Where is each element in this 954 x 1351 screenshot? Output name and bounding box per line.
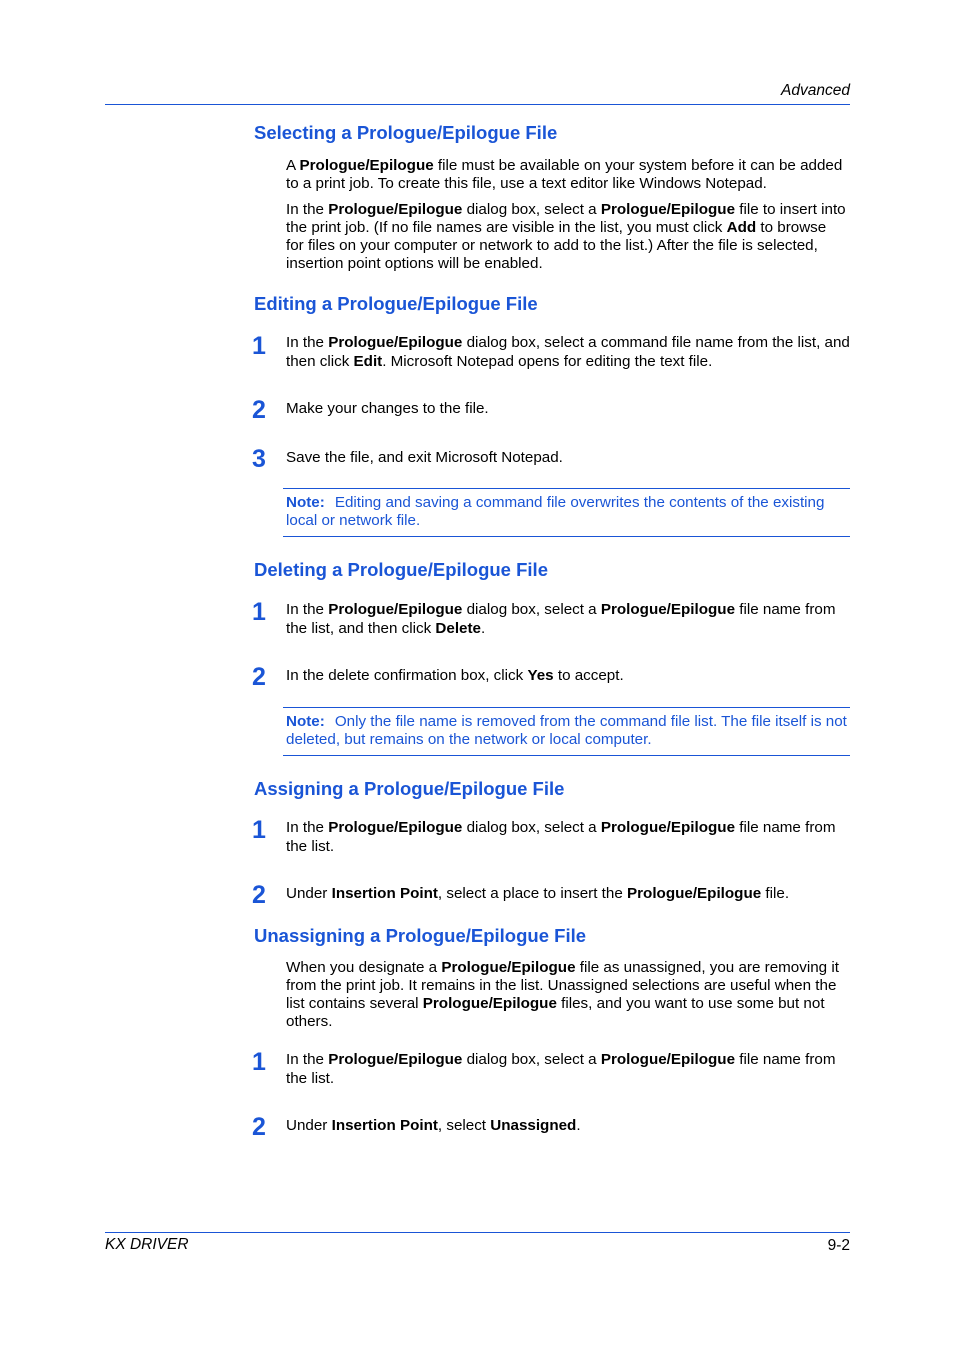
text-run: , select: [437, 1117, 491, 1134]
text-run: file name from the list.: [286, 1051, 836, 1087]
text-run: dialog box, select a: [462, 601, 601, 618]
heading-unassigning: Unassigning a Prologue/Epilogue File: [254, 925, 587, 946]
bold-term: Prologue/Epilogue: [441, 959, 576, 976]
bold-term: Prologue/Epilogue: [328, 1051, 463, 1068]
paragraph: [286, 959, 848, 1031]
page-number: 9-2: [827, 1237, 850, 1254]
note-box: [283, 488, 850, 537]
note-label: Note:: [286, 494, 325, 511]
bold-term: Prologue/Epilogue: [600, 1051, 736, 1068]
bold-term: Insertion Point: [331, 1117, 438, 1134]
bold-term: Unassigned: [490, 1117, 577, 1134]
bold-term: Prologue/Epilogue: [600, 201, 736, 218]
bold-term: Yes: [527, 667, 554, 684]
text-run: .: [481, 620, 486, 637]
step-text: [286, 600, 850, 638]
text-run: to accept.: [553, 667, 624, 684]
step-number: 3: [252, 445, 266, 473]
step-text: [286, 1050, 850, 1088]
bold-term: Prologue/Epilogue: [328, 819, 463, 836]
heading-editing: Editing a Prologue/Epilogue File: [254, 293, 538, 314]
step-number: 1: [252, 598, 266, 626]
text-run: In the: [286, 201, 329, 218]
bold-term: Prologue/Epilogue: [422, 995, 557, 1012]
text-run: file to insert into the print job. (If no file names are visible in the list, you must click: [286, 201, 846, 236]
header-rule: [105, 104, 850, 105]
step-number: 2: [252, 881, 266, 909]
text-run: to browse for files on your computer or network to add to the list.) After the file is selected, insertion point options will be enabled.: [286, 219, 827, 272]
text-run: . Microsoft Notepad opens for editing the text file.: [382, 353, 713, 370]
paragraph: [286, 201, 848, 273]
text-run: .: [576, 1117, 581, 1134]
bold-term: Prologue/Epilogue: [328, 201, 463, 218]
step-number: 2: [252, 396, 266, 424]
heading-selecting: Selecting a Prologue/Epilogue File: [254, 122, 558, 143]
step-number: 2: [252, 1113, 266, 1141]
step-number: 2: [252, 663, 266, 691]
note-text: Editing and saving a command file overwrites the contents of the existing local or network file.: [286, 494, 825, 529]
step-text: [286, 666, 850, 685]
note-label: Note:: [286, 713, 325, 730]
text-run: file name from the list.: [286, 819, 836, 855]
text-run: file must be available on your system before it can be added to a print job. To create this file, use a text editor like Windows Notepad.: [286, 157, 843, 192]
text-run: When you designate a: [286, 959, 442, 976]
text-run: , select a place to insert the: [437, 885, 628, 902]
text-run: In the: [286, 819, 329, 836]
bold-term: Prologue/Epilogue: [627, 885, 762, 902]
running-header: Advanced: [781, 82, 850, 99]
step-number: 1: [252, 1048, 266, 1076]
text-run: A: [286, 157, 300, 174]
bold-term: Prologue/Epilogue: [600, 819, 736, 836]
step-text: [286, 884, 850, 903]
text-run: In the: [286, 1051, 329, 1068]
step-number: 1: [252, 332, 266, 360]
step-number: 1: [252, 816, 266, 844]
text-run: dialog box, select a: [462, 1051, 601, 1068]
bold-term: Insertion Point: [331, 885, 438, 902]
text-run: In the delete confirmation box, click: [286, 667, 528, 684]
step-text: [286, 399, 850, 418]
text-run: file as unassigned, you are removing it from the print job. It remains in the list. Unassigned selections are useful when the list contains several: [286, 959, 839, 1012]
heading-deleting: Deleting a Prologue/Epilogue File: [254, 559, 548, 580]
text-run: file.: [761, 885, 790, 902]
bold-term: Prologue/Epilogue: [328, 334, 463, 351]
text-run: Save the file, and exit Microsoft Notepad.: [286, 449, 563, 466]
note-text: Only the file name is removed from the command file list. The file itself is not deleted, but remains on the network or local computer.: [286, 713, 847, 748]
text-run: files, and you want to use some but not others.: [286, 995, 825, 1030]
text-run: Under: [286, 1117, 332, 1134]
footer-product: KX DRIVER: [105, 1236, 189, 1253]
text-run: dialog box, select a command file name from the list, and then click: [286, 334, 850, 370]
text-run: dialog box, select a: [462, 201, 601, 218]
footer-rule: [105, 1232, 850, 1233]
step-text: [286, 448, 850, 467]
bold-term: Delete: [435, 620, 482, 637]
step-text: [286, 1116, 850, 1135]
text-run: Make your changes to the file.: [286, 400, 489, 417]
bold-term: Prologue/Epilogue: [600, 601, 736, 618]
text-run: In the: [286, 334, 329, 351]
text-run: dialog box, select a: [462, 819, 601, 836]
bold-term: Prologue/Epilogue: [299, 157, 434, 174]
bold-term: Edit: [353, 353, 383, 370]
text-run: In the: [286, 601, 329, 618]
bold-term: Add: [726, 219, 757, 236]
bold-term: Prologue/Epilogue: [328, 601, 463, 618]
paragraph: [286, 157, 848, 193]
step-text: [286, 818, 850, 856]
text-run: Under: [286, 885, 332, 902]
note-box: [283, 707, 850, 756]
heading-assigning: Assigning a Prologue/Epilogue File: [254, 778, 565, 799]
step-text: [286, 333, 850, 371]
text-run: file name from the list, and then click: [286, 601, 836, 637]
